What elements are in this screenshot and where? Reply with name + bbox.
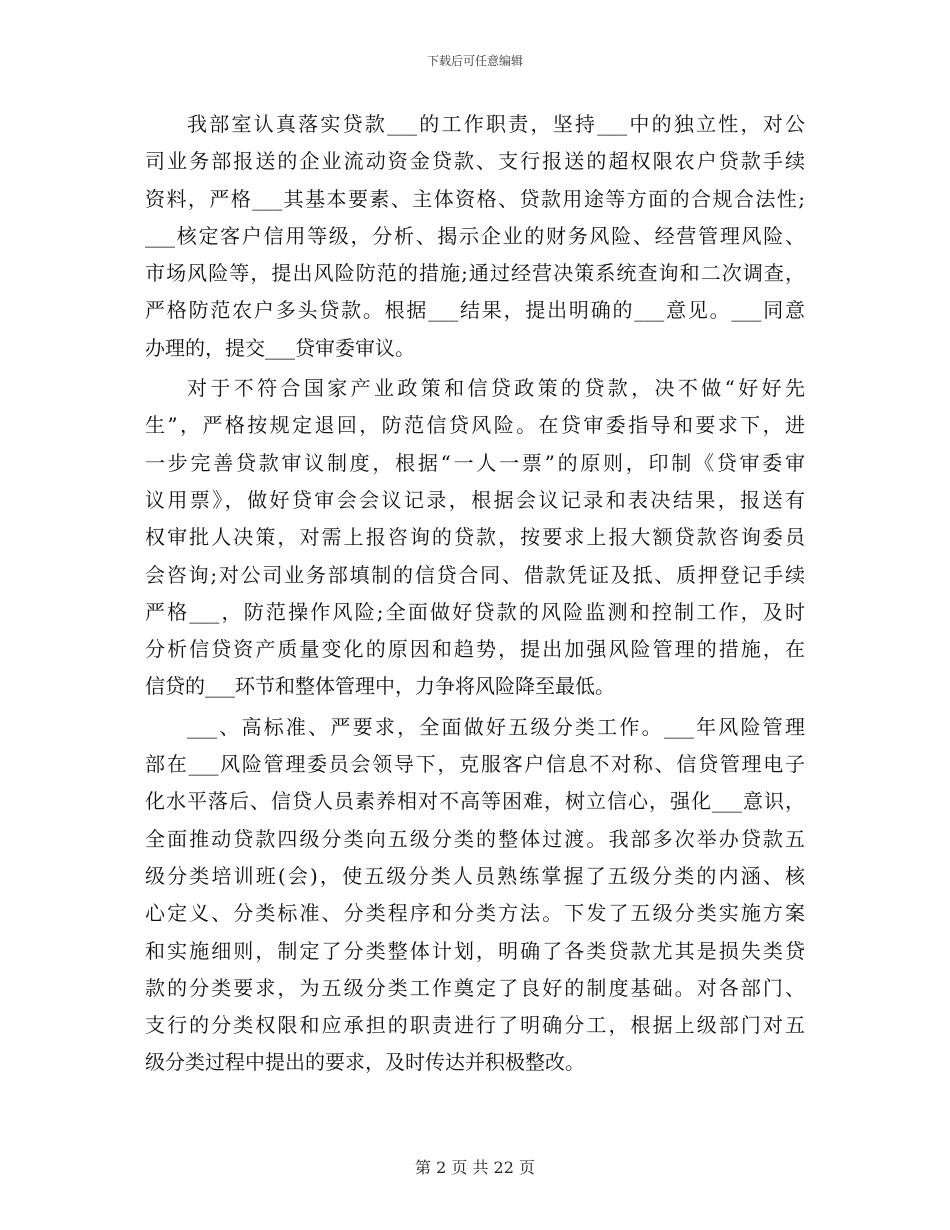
text-line: 和实施细则，制定了分类整体计划，明确了各类贷款尤其是损失类贷 <box>145 938 805 963</box>
text-line: 会咨询;对公司业务部填制的信贷合同、借款凭证及抵、质押登记手续 <box>145 562 805 587</box>
text-line: 部在___风险管理委员会领导下，克服客户信息不对称、信贷管理电子 <box>145 752 805 777</box>
text-line: 支行的分类权限和应承担的职责进行了明确分工，根据上级部门对五 <box>145 1013 805 1038</box>
text-line: 分析信贷资产质量变化的原因和趋势，提出加强风险管理的措施，在 <box>145 637 805 662</box>
page-header: 下载后可任意编辑 <box>426 54 523 68</box>
text-line: 权审批人决策，对需上报咨询的贷款，按要求上报大额贷款咨询委员 <box>145 525 805 550</box>
text-line: 议用票》，做好贷审会会议记录，根据会议记录和表决结果，报送有 <box>145 487 805 512</box>
document-body <box>145 106 805 1082</box>
text-line: 司业务部报送的企业流动资金贷款、支行报送的超权限农户贷款手续 <box>145 149 805 174</box>
text-line: 严格___，防范操作风险;全面做好贷款的风险监测和控制工作，及时 <box>145 599 805 624</box>
text-line: 严格防范农户多头贷款。根据___结果，提出明确的___意见。___同意 <box>145 298 805 323</box>
text-line: 办理的，提交___贷审委审议。 <box>145 335 415 360</box>
text-line: ___、高标准、严要求，全面做好五级分类工作。___年风险管理 <box>187 714 805 739</box>
text-line: 心定义、分类标准、分类程序和分类方法。下发了五级分类实施方案 <box>145 901 805 926</box>
page-number: 第 2 页 共 22 页 <box>415 1158 535 1177</box>
text-line: 级分类培训班(会)，使五级分类人员熟练掌握了五级分类的内涵、核 <box>145 863 805 888</box>
text-line: ___核定客户信用等级，分析、揭示企业的财务风险、经营管理风险、 <box>145 223 805 248</box>
text-line: 对于不符合国家产业政策和信贷政策的贷款，决不做“好好先 <box>187 376 805 401</box>
paragraph-1 <box>145 106 805 367</box>
paragraph-3 <box>145 709 805 1082</box>
text-line: 级分类过程中提出的要求，及时传达并积极整改。 <box>145 1050 585 1075</box>
text-line: 市场风险等，提出风险防范的措施;通过经营决策系统查询和二次调查， <box>145 261 805 286</box>
text-line: 化水平落后、信贷人员素养相对不高等困难，树立信心，强化___意识， <box>145 789 805 814</box>
text-line: 信贷的___环节和整体管理中，力争将风险降至最低。 <box>145 674 615 699</box>
text-line: 款的分类要求，为五级分类工作奠定了良好的制度基础。对各部门、 <box>145 975 805 1000</box>
text-line: 我部室认真落实贷款___的工作职责，坚持___中的独立性，对公 <box>187 112 805 136</box>
paragraph-2 <box>145 370 805 706</box>
text-line: 一步完善贷款审议制度，根据“一人一票”的原则，印制《贷审委审 <box>145 450 805 475</box>
text-line: 资料，严格___其基本要素、主体资格、贷款用途等方面的合规合法性; <box>145 186 805 211</box>
text-line: 生”，严格按规定退回，防范信贷风险。在贷审委指导和要求下，进 <box>145 413 805 438</box>
text-line: 全面推动贷款四级分类向五级分类的整体过渡。我部多次举办贷款五 <box>145 826 805 851</box>
